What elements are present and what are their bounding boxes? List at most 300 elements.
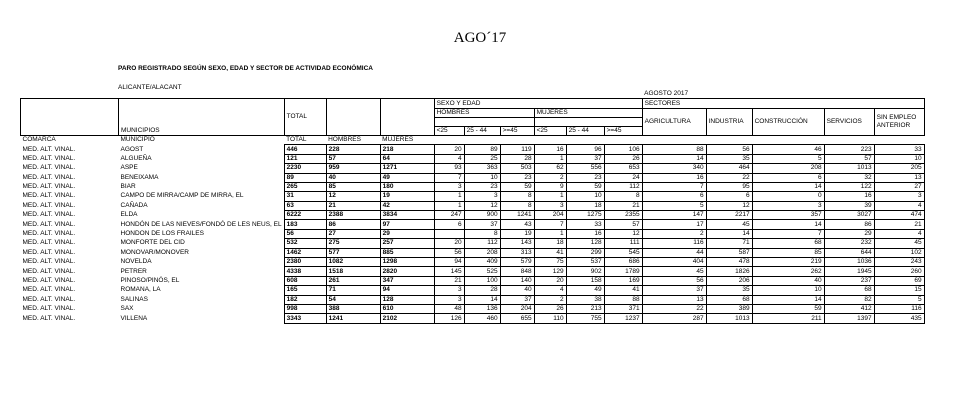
table-cell: 69 <box>874 276 924 285</box>
table-cell: 29 <box>380 229 434 238</box>
table-cell: 1237 <box>604 314 642 323</box>
hombres-header: HOMBRES <box>434 108 534 117</box>
mujeres-header: MUJERES <box>534 108 642 117</box>
table-cell: 608 <box>284 276 326 285</box>
table-cell: 126 <box>434 314 464 323</box>
table-cell: 6 <box>752 173 824 182</box>
table-row <box>21 192 925 201</box>
total-header: TOTAL <box>284 108 326 126</box>
table-cell: 85 <box>326 182 380 191</box>
table-cell: 7 <box>434 173 464 182</box>
table-cell: 20 <box>434 145 464 154</box>
table-cell: 28 <box>500 154 534 163</box>
table-cell: 8 <box>500 192 534 201</box>
table-cell: 54 <box>326 295 380 304</box>
table-cell: 204 <box>534 211 566 220</box>
table-cell: 4 <box>874 229 924 238</box>
table-cell: NOVELDA <box>120 258 152 266</box>
table-cell: 653 <box>604 164 642 173</box>
table-cell: 10 <box>752 286 824 295</box>
table-cell: MED. ALT. VINAL. <box>22 277 76 284</box>
table-cell: 40 <box>500 286 534 295</box>
table-cell: 4 <box>434 154 464 163</box>
table-cell: 18 <box>534 239 566 248</box>
table-cell: 3 <box>534 201 566 210</box>
table-cell: 10 <box>874 154 924 163</box>
table-cell: 6222 <box>284 211 326 220</box>
table-cell: 1275 <box>566 211 604 220</box>
table-cell: 8 <box>464 229 500 238</box>
table-cell: 46 <box>752 145 824 154</box>
table-cell: 5 <box>642 201 706 210</box>
table-cell: 474 <box>874 211 924 220</box>
table-cell: 13 <box>874 173 924 182</box>
report-subtitle: PARO REGISTRADO SEGÚN SEXO, EDAD Y SECTOR DE ACTIVIDAD ECONÓMICA <box>118 65 373 72</box>
table-cell: 20 <box>434 239 464 248</box>
table-row <box>21 145 925 154</box>
table-cell: 2 <box>534 295 566 304</box>
table-cell: 122 <box>824 182 874 191</box>
table-cell: 3 <box>434 182 464 191</box>
table-cell: 1 <box>534 154 566 163</box>
municipios-header: MUNICIPIOS <box>119 126 285 135</box>
table-cell: 136 <box>464 304 500 313</box>
table-cell: 2388 <box>326 211 380 220</box>
table-cell: 112 <box>604 182 642 191</box>
table-cell: 95 <box>706 182 752 191</box>
table-cell: 404 <box>642 258 706 267</box>
table-cell: HONDON DE LOS FRAILES <box>120 230 204 238</box>
table-cell: 63 <box>284 201 326 210</box>
table-cell: 1271 <box>380 164 434 173</box>
table-cell: 26 <box>534 304 566 313</box>
table-cell: 22 <box>642 304 706 313</box>
table-cell: HONDÓN DE LAS NIEVES/FONDÓ DE LES NEUS, EL <box>120 220 282 228</box>
table-cell: 71 <box>326 286 380 295</box>
table-cell: MED. ALT. VINAL. <box>22 173 76 181</box>
table-cell: 32 <box>824 173 874 182</box>
table-cell: 102 <box>874 248 924 257</box>
table-cell: 22 <box>706 173 752 182</box>
table-cell: 56 <box>706 145 752 154</box>
table-cell: 116 <box>874 304 924 313</box>
table-cell: 16 <box>534 145 566 154</box>
table-cell: 2217 <box>706 211 752 220</box>
table-cell: 464 <box>706 164 752 173</box>
table-cell: MED. ALT. VINAL. <box>22 211 76 219</box>
table-cell: 261 <box>326 276 380 285</box>
table-cell: 1462 <box>284 248 326 257</box>
table-cell: 17 <box>642 220 706 229</box>
table-cell: 68 <box>752 239 824 248</box>
table-cell: 35 <box>706 286 752 295</box>
table-cell: 140 <box>500 276 534 285</box>
table-cell: 110 <box>534 314 566 323</box>
table-cell: 106 <box>604 145 642 154</box>
table-row <box>21 304 925 313</box>
table-cell: 412 <box>824 304 874 313</box>
table-cell: 1 <box>534 192 566 201</box>
table-cell: 532 <box>284 239 326 248</box>
unemployment-table <box>20 90 925 324</box>
table-cell: 56 <box>434 248 464 257</box>
table-cell: MED. ALT. VINAL. <box>22 230 76 238</box>
table-cell: 93 <box>434 164 464 173</box>
table-cell: 71 <box>706 239 752 248</box>
table-cell: 165 <box>284 286 326 295</box>
table-cell: 4 <box>874 201 924 210</box>
table-cell: 2820 <box>380 267 434 276</box>
table-cell: MED. ALT. VINAL. <box>22 145 76 153</box>
table-cell: 49 <box>380 173 434 182</box>
table-cell: 275 <box>326 239 380 248</box>
table-cell: 57 <box>824 154 874 163</box>
table-cell: 111 <box>604 239 642 248</box>
header-row-6 <box>21 135 925 144</box>
hombres-lt25-header: <25 <box>434 126 464 135</box>
table-cell: 5 <box>752 154 824 163</box>
table-cell: 247 <box>434 211 464 220</box>
table-cell: 2 <box>642 229 706 238</box>
table-cell: 478 <box>706 258 752 267</box>
table-cell: MED. ALT. VINAL. <box>22 154 76 162</box>
sectores-header: SECTORES <box>642 99 924 108</box>
table-cell: 41 <box>534 248 566 257</box>
table-cell: 158 <box>566 276 604 285</box>
table-cell: 1518 <box>326 267 380 276</box>
table-cell: 16 <box>566 229 604 238</box>
table-cell: 205 <box>874 164 924 173</box>
table-cell: 556 <box>566 164 604 173</box>
table-cell: 8 <box>500 201 534 210</box>
table-cell: 655 <box>500 314 534 323</box>
table-cell: 545 <box>604 248 642 257</box>
table-row <box>21 267 925 276</box>
table-cell: 16 <box>642 173 706 182</box>
table-cell: CAMPO DE MIRRA/CAMP DE MIRRA, EL <box>120 192 244 200</box>
table-cell: MONOVAR/MONOVER <box>120 248 189 256</box>
table-cell: 59 <box>566 182 604 191</box>
table-body <box>21 145 925 323</box>
table-row <box>21 211 925 220</box>
period-label: AGOSTO 2017 <box>644 90 689 98</box>
table-cell: 5 <box>874 295 924 304</box>
table-cell: 525 <box>464 267 500 276</box>
table-row <box>21 239 925 248</box>
table-cell: 0 <box>752 192 824 201</box>
table-cell: AGOST <box>120 145 144 153</box>
table-cell <box>434 229 464 238</box>
table-cell: 121 <box>284 154 326 163</box>
table-cell: 14 <box>464 295 500 304</box>
table-cell: 363 <box>464 164 500 173</box>
table-cell: 33 <box>566 220 604 229</box>
table-cell: 577 <box>326 248 380 257</box>
table-cell: 97 <box>380 220 434 229</box>
table-cell: 1241 <box>326 314 380 323</box>
table-cell: 371 <box>604 304 642 313</box>
table-cell: 460 <box>464 314 500 323</box>
table-cell: ROMANA, LA <box>120 286 161 294</box>
table-cell: 357 <box>752 211 824 220</box>
table-cell: 755 <box>566 314 604 323</box>
table-row <box>21 182 925 191</box>
table-cell: MED. ALT. VINAL. <box>22 239 76 247</box>
table-cell: 2 <box>534 173 566 182</box>
hombres-25-44-header: 25 - 44 <box>464 126 500 135</box>
table-cell: 218 <box>380 145 434 154</box>
mujeres-lt25-header: <25 <box>534 126 566 135</box>
table-cell: 183 <box>284 220 326 229</box>
table-cell: MED. ALT. VINAL. <box>22 183 76 191</box>
table-cell: BENEIXAMA <box>120 173 159 181</box>
table-row <box>21 201 925 210</box>
table-row <box>21 295 925 304</box>
table-row <box>21 173 925 182</box>
table-cell: MED. ALT. VINAL. <box>22 258 76 266</box>
table-cell: 27 <box>874 182 924 191</box>
table-cell: 88 <box>604 295 642 304</box>
table-cell: 3 <box>752 201 824 210</box>
header-row-1 <box>21 90 925 99</box>
table-cell: 128 <box>566 239 604 248</box>
table-cell: 1 <box>534 229 566 238</box>
table-cell: PETRER <box>120 267 147 275</box>
table-cell: 3 <box>434 295 464 304</box>
table-cell: 204 <box>500 304 534 313</box>
servicios-header: SERVICIOS <box>824 108 874 135</box>
table-cell: 4 <box>534 286 566 295</box>
table-cell: 14 <box>642 154 706 163</box>
table-cell: 1789 <box>604 267 642 276</box>
table-cell: ASPE <box>120 164 138 172</box>
table-cell: 19 <box>380 192 434 201</box>
table-cell: 27 <box>326 229 380 238</box>
table-cell: 100 <box>464 276 500 285</box>
table-cell: 88 <box>642 145 706 154</box>
sexo-edad-header: SEXO Y EDAD <box>434 99 642 108</box>
table-cell: PINOSO/PINÓS, EL <box>120 277 180 284</box>
table-cell: 228 <box>326 145 380 154</box>
table-cell: 57 <box>604 220 642 229</box>
table-cell: 21 <box>434 276 464 285</box>
table-cell: 19 <box>500 229 534 238</box>
table-cell: 18 <box>566 201 604 210</box>
table-cell: 388 <box>326 304 380 313</box>
table-cell: 347 <box>380 276 434 285</box>
table-cell: 23 <box>464 182 500 191</box>
table-cell: 1 <box>434 201 464 210</box>
table-cell: 29 <box>824 229 874 238</box>
table-cell: 7 <box>642 182 706 191</box>
table-cell: 64 <box>380 154 434 163</box>
table-cell: 86 <box>824 220 874 229</box>
table-cell: MED. ALT. VINAL. <box>22 248 76 256</box>
table-cell: 40 <box>326 173 380 182</box>
table-cell: 23 <box>566 173 604 182</box>
table-cell: 2355 <box>604 211 642 220</box>
table-cell: 14 <box>752 182 824 191</box>
table-cell: MED. ALT. VINAL. <box>22 192 76 200</box>
table-cell: 45 <box>874 239 924 248</box>
table-cell: 13 <box>642 295 706 304</box>
table-cell: 96 <box>566 145 604 154</box>
table-cell: 211 <box>752 314 824 323</box>
table-cell: 644 <box>824 248 874 257</box>
table-cell: 31 <box>284 192 326 201</box>
table-cell: 26 <box>604 154 642 163</box>
table-cell: 112 <box>464 239 500 248</box>
table-cell: 313 <box>500 248 534 257</box>
table-cell: 3 <box>874 192 924 201</box>
table-cell: 1036 <box>824 258 874 267</box>
table-row <box>21 314 925 323</box>
table-cell: 41 <box>604 286 642 295</box>
table-cell: 12 <box>464 201 500 210</box>
table-cell: 3 <box>434 286 464 295</box>
table-cell: 182 <box>284 295 326 304</box>
table-cell: 299 <box>566 248 604 257</box>
table-cell: 6 <box>434 220 464 229</box>
table-cell: 2102 <box>380 314 434 323</box>
table-cell: ELDA <box>120 211 138 219</box>
table-cell: 180 <box>380 182 434 191</box>
table-cell: 206 <box>706 276 752 285</box>
table-cell: 9 <box>534 182 566 191</box>
table-cell: VILLENA <box>120 314 148 322</box>
mujeres2-header: MUJERES <box>380 135 434 144</box>
table-cell: 59 <box>752 304 824 313</box>
comarca-header: COMARCA <box>22 136 56 144</box>
table-cell: 2230 <box>284 164 326 173</box>
table-cell: 89 <box>464 145 500 154</box>
table-cell: 900 <box>464 211 500 220</box>
table-cell: 12 <box>706 201 752 210</box>
table-row <box>21 164 925 173</box>
table-cell: 902 <box>566 267 604 276</box>
table-cell: 14 <box>706 229 752 238</box>
table-cell: 435 <box>874 314 924 323</box>
table-cell: 243 <box>874 258 924 267</box>
table-cell: 23 <box>500 173 534 182</box>
table-cell: 89 <box>284 173 326 182</box>
table-cell: 38 <box>566 295 604 304</box>
table-cell: 57 <box>326 154 380 163</box>
table-cell: 262 <box>752 267 824 276</box>
table-cell: 21 <box>874 220 924 229</box>
table-cell: 587 <box>706 248 752 257</box>
table-row <box>21 258 925 267</box>
table-cell: BIAR <box>120 183 136 191</box>
table-cell: 1013 <box>706 314 752 323</box>
table-cell: 232 <box>824 239 874 248</box>
table-cell: 14 <box>752 220 824 229</box>
page-title: AGO´17 <box>453 30 507 46</box>
table-cell: 116 <box>642 239 706 248</box>
table-cell: 37 <box>566 154 604 163</box>
table-cell: CAÑADA <box>120 201 148 209</box>
table-cell: MED. ALT. VINAL. <box>22 220 76 228</box>
table-cell: 1013 <box>824 164 874 173</box>
table-cell: 143 <box>500 239 534 248</box>
table-cell: 45 <box>642 267 706 276</box>
table-cell: 45 <box>706 220 752 229</box>
table-cell: 409 <box>464 258 500 267</box>
table-cell: MED. ALT. VINAL. <box>22 314 76 322</box>
sin-empleo-header: SIN EMPLEO ANTERIOR <box>874 108 924 135</box>
table-cell: 1241 <box>500 211 534 220</box>
table-cell: 56 <box>642 276 706 285</box>
table-cell: MONFORTE DEL CID <box>120 239 185 247</box>
table-row <box>21 276 925 285</box>
table-cell: MED. ALT. VINAL. <box>22 286 76 294</box>
table-cell: 208 <box>464 248 500 257</box>
table-row <box>21 154 925 163</box>
table-cell: 6 <box>642 192 706 201</box>
table-cell: 86 <box>326 220 380 229</box>
table-cell: 260 <box>874 267 924 276</box>
table-cell: 12 <box>326 192 380 201</box>
table-cell: MED. ALT. VINAL. <box>22 295 76 303</box>
table-cell: 59 <box>500 182 534 191</box>
mujeres-ge45-header: >=45 <box>604 126 642 135</box>
table-cell: 21 <box>604 201 642 210</box>
table-cell: 389 <box>706 304 752 313</box>
table-cell: 75 <box>534 258 566 267</box>
table-cell: MED. ALT. VINAL. <box>22 201 76 209</box>
table-cell: 28 <box>464 286 500 295</box>
table-cell: 33 <box>874 145 924 154</box>
table-cell: 885 <box>380 248 434 257</box>
table-cell: 82 <box>824 295 874 304</box>
table-cell: 503 <box>500 164 534 173</box>
region-label: ALICANTE/ALACANT <box>118 84 182 91</box>
table-cell: 128 <box>380 295 434 304</box>
table-cell: 37 <box>464 220 500 229</box>
table-cell: 42 <box>380 201 434 210</box>
table-cell: 848 <box>500 267 534 276</box>
table-cell: 14 <box>752 295 824 304</box>
table-cell: 94 <box>380 286 434 295</box>
table-cell: 62 <box>534 164 566 173</box>
table-cell: 4338 <box>284 267 326 276</box>
table-cell: 37 <box>500 295 534 304</box>
table-cell: MED. ALT. VINAL. <box>22 267 76 275</box>
table-cell: 37 <box>642 286 706 295</box>
table-cell: 147 <box>642 211 706 220</box>
table-cell: 265 <box>284 182 326 191</box>
table-row <box>21 220 925 229</box>
table-cell: 340 <box>642 164 706 173</box>
table-cell: 40 <box>752 276 824 285</box>
table-cell: 223 <box>824 145 874 154</box>
table-cell: 39 <box>824 201 874 210</box>
table-cell: 56 <box>284 229 326 238</box>
table-cell: 20 <box>534 276 566 285</box>
table-cell: 1945 <box>824 267 874 276</box>
table-cell: 579 <box>500 258 534 267</box>
table-cell: 287 <box>642 314 706 323</box>
table-cell: 257 <box>380 239 434 248</box>
hombres2-header: HOMBRES <box>326 135 380 144</box>
table-row <box>21 229 925 238</box>
table-cell: 85 <box>752 248 824 257</box>
table-cell: 68 <box>824 286 874 295</box>
table-cell: 1298 <box>380 258 434 267</box>
table-cell: 48 <box>434 304 464 313</box>
table-cell: 8 <box>604 192 642 201</box>
table-cell: 129 <box>534 267 566 276</box>
